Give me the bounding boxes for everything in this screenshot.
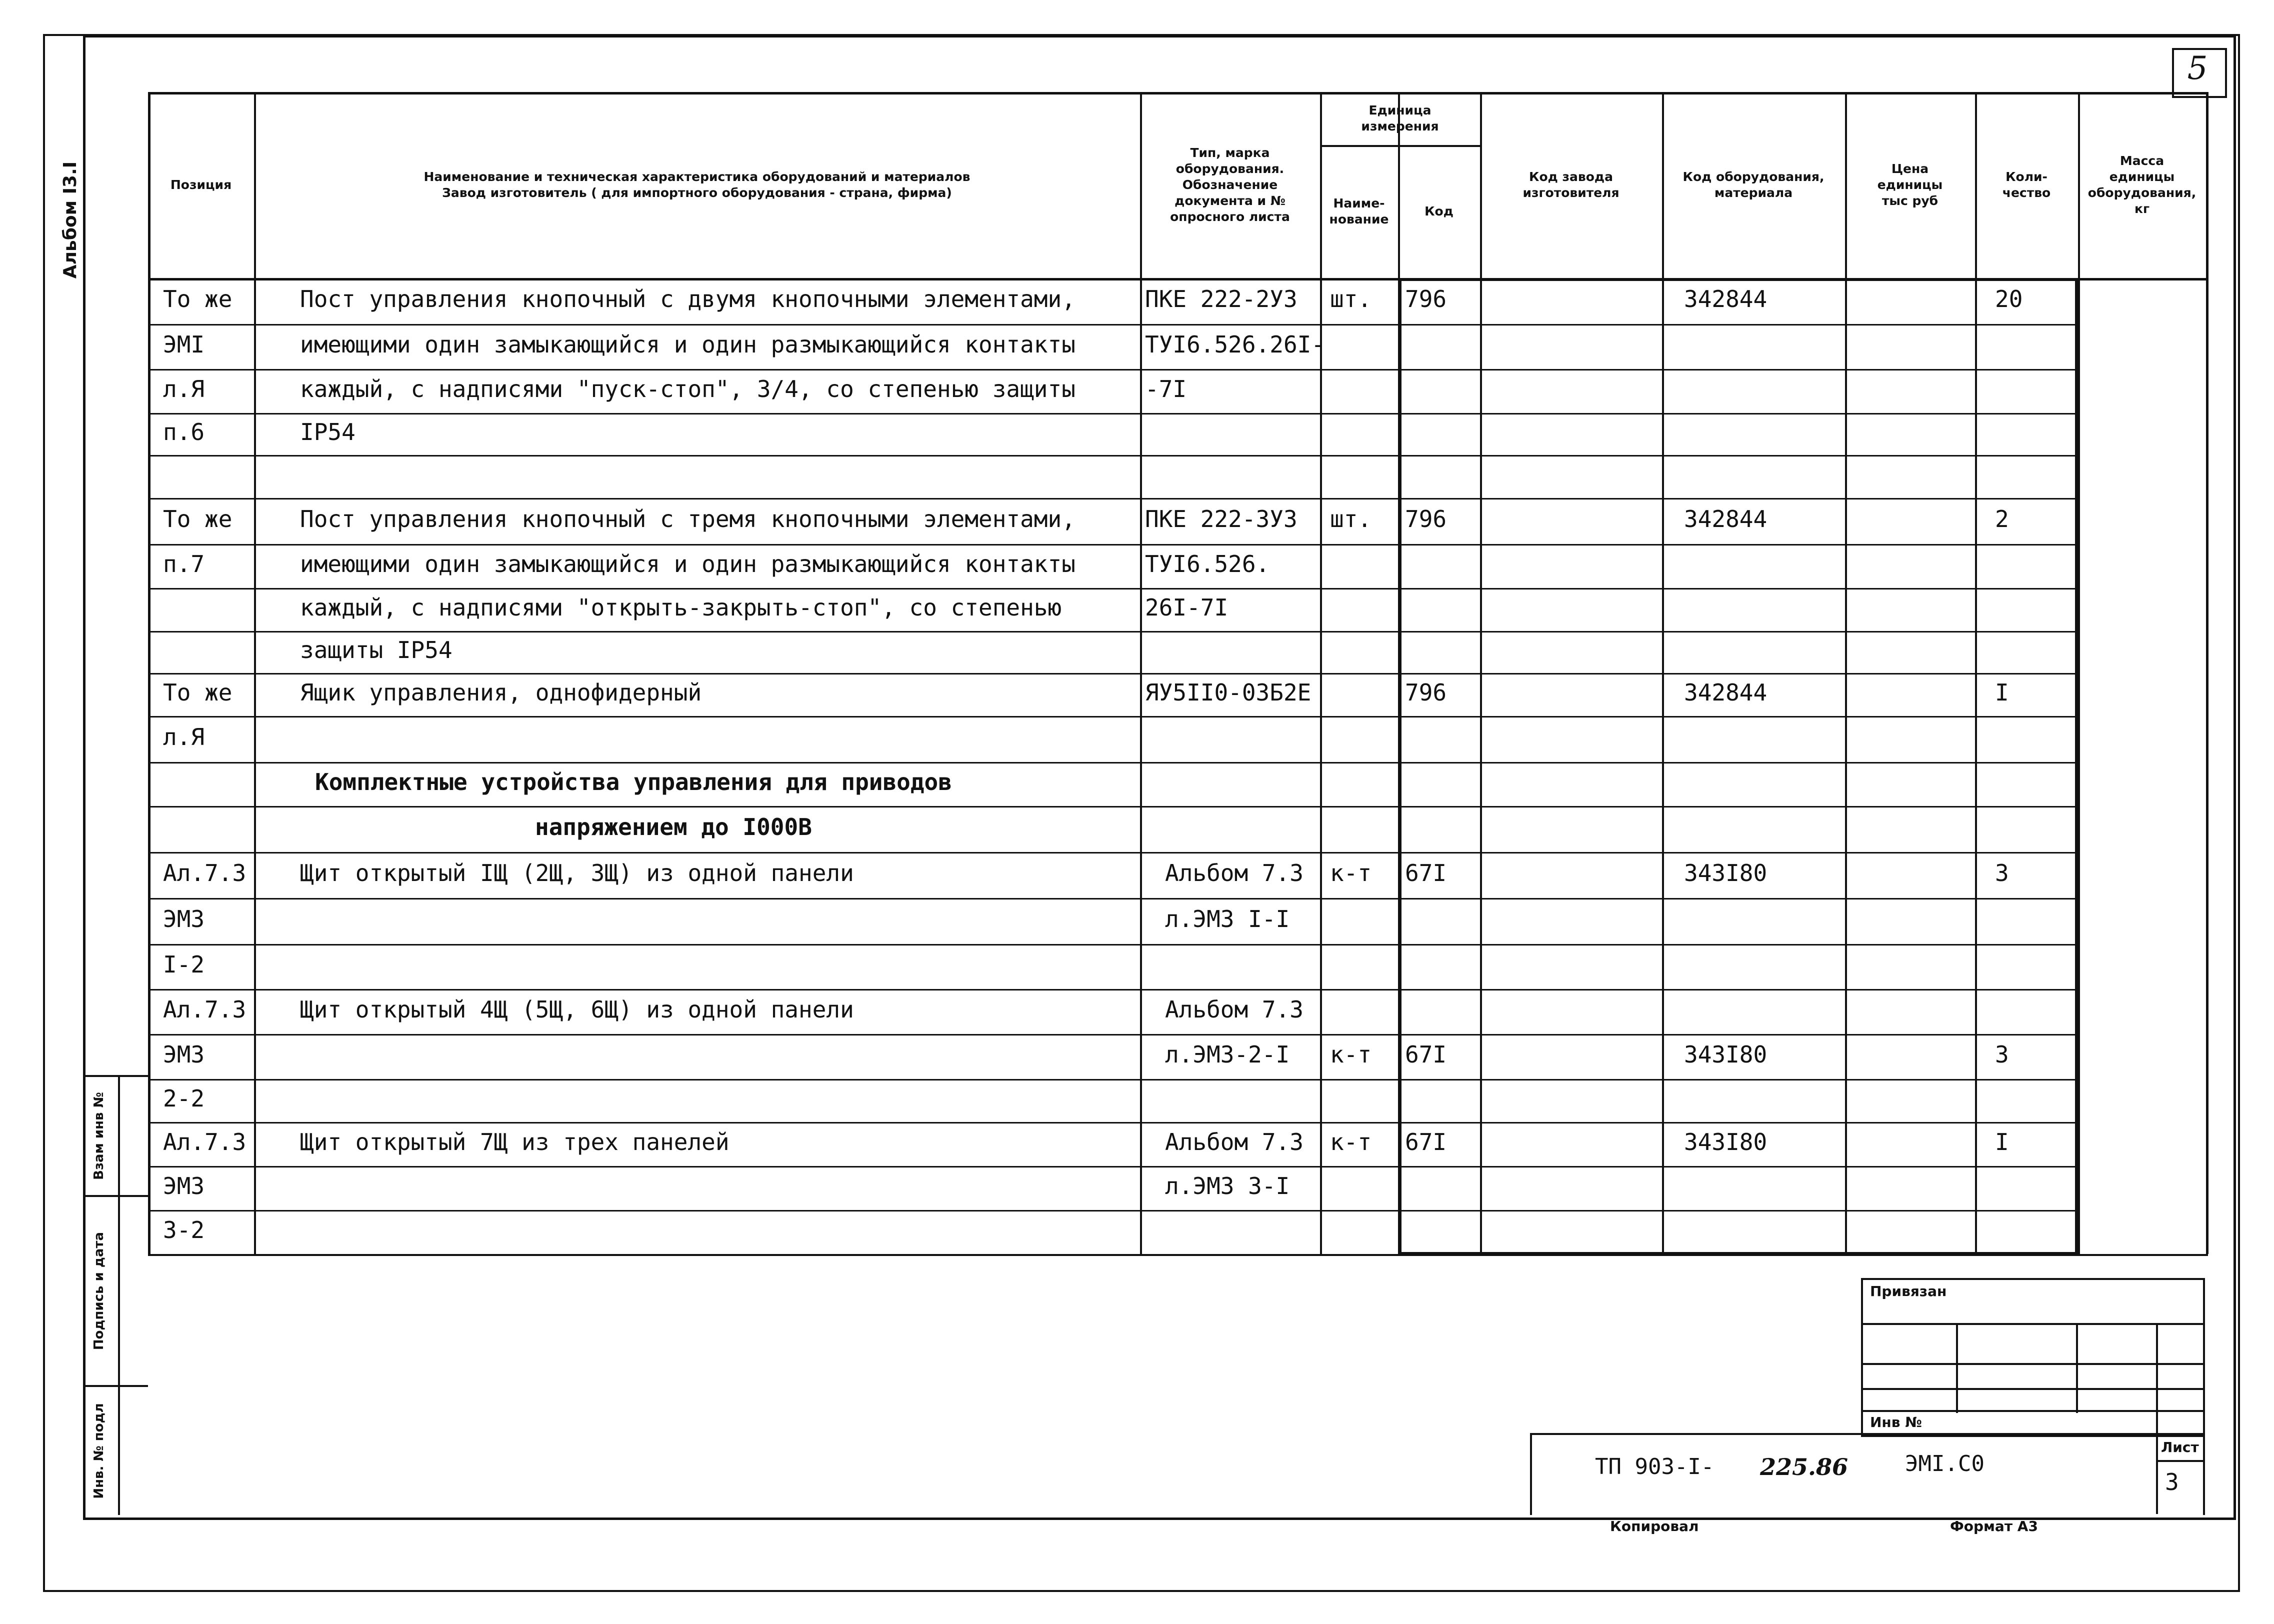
- cell-position: л.Я: [163, 376, 205, 402]
- row-line: [148, 762, 2078, 764]
- cell-type: ПКЕ 222-3У3: [1145, 506, 1298, 532]
- cell-name: Ящик управления, однофидерный: [300, 679, 702, 706]
- cell-type: 26I-7I: [1145, 594, 1228, 621]
- stamp-doc-hand: 225.86: [1760, 1454, 1848, 1480]
- cell-type: Альбом 7.3: [1165, 996, 1304, 1023]
- cell-quantity: 3: [1995, 860, 2009, 886]
- cell-type: ТУI6.526.: [1145, 550, 1270, 578]
- row-line: [148, 716, 2078, 718]
- row-line: [148, 898, 2078, 900]
- heavy-column-line: [1398, 278, 1402, 1254]
- row-line: [148, 1210, 2078, 1212]
- stamp-doc-code: ЭМI.С0: [1905, 1451, 1984, 1476]
- cell-position: 2-2: [163, 1085, 205, 1112]
- cell-code: 796: [1405, 286, 1447, 312]
- header-mass: Масса единицы оборудования, кг: [2088, 154, 2196, 216]
- cell-position: ЭМ3: [163, 1172, 205, 1200]
- cell-unit: к-т: [1330, 860, 1372, 886]
- row-line: [148, 324, 2078, 326]
- album-label: Альбом I3.I: [60, 161, 80, 279]
- cell-name: каждый, с надписями "открыть-закрыть-стоп", со степенью: [300, 594, 1062, 621]
- cell-unit: шт.: [1330, 506, 1372, 532]
- cell-code: 67I: [1405, 1128, 1447, 1156]
- cell-quantity: 3: [1995, 1041, 2009, 1068]
- row-line: [148, 498, 2078, 500]
- row-line: [148, 989, 2078, 990]
- stamp-privyazan: Привязан: [1870, 1283, 1947, 1300]
- cell-position: I-2: [163, 951, 205, 978]
- cell-equipment-code: 342844: [1684, 506, 1768, 532]
- corner-sheet-number: 5: [2187, 50, 2208, 87]
- cell-position: п.7: [163, 550, 205, 578]
- cell-position: ЭМI: [163, 331, 205, 358]
- cell-name: Комплектные устройства управления для приводов: [315, 768, 952, 796]
- cell-equipment-code: 343I80: [1684, 860, 1768, 886]
- footer-copied: Копировал: [1610, 1518, 1699, 1534]
- header-position: Позиция: [170, 178, 232, 192]
- cell-position: Ал.7.3: [163, 1128, 246, 1156]
- cell-position: То же: [163, 286, 232, 312]
- table-bottom-line: [148, 1254, 2208, 1256]
- stamp-doc-prefix: ТП 903-I-: [1595, 1454, 1714, 1480]
- cell-name: Щит открытый IЩ (2Щ, 3Щ) из одной панели: [300, 860, 854, 886]
- cell-unit: шт.: [1330, 286, 1372, 312]
- cell-position: 3-2: [163, 1216, 205, 1244]
- cell-name: имеющими один замыкающийся и один размыкающийся контакты: [300, 550, 1076, 578]
- cell-equipment-code: 342844: [1684, 286, 1768, 312]
- row-line: [148, 944, 2078, 946]
- row-line: [148, 413, 2078, 414]
- cell-unit: к-т: [1330, 1041, 1372, 1068]
- header-unit-name: Наиме- нование: [1329, 196, 1389, 226]
- row-line: [148, 1034, 2078, 1036]
- header-factory-code: Код завода изготовителя: [1522, 170, 1620, 200]
- header-name: Наименование и техническая характеристика оборудований и материалов Завод изготовитель ( для импортного оборудования - страна, фирма): [424, 170, 970, 200]
- cell-name: Пост управления кнопочный с двумя кнопочными элементами,: [300, 286, 1076, 312]
- cell-equipment-code: 342844: [1684, 679, 1768, 706]
- header-price: Цена единицы тыс руб: [1877, 162, 1943, 208]
- header-unit-code: Код: [1424, 204, 1454, 218]
- cell-type: л.ЭМ3 3-I: [1165, 1172, 1290, 1200]
- header-quantity: Коли- чество: [2002, 170, 2051, 200]
- cell-position: ЭМ3: [163, 906, 205, 932]
- header-type: Тип, марка оборудования. Обозначение документа и № опросного листа: [1170, 146, 1290, 224]
- footer-format: Формат А3: [1950, 1518, 2038, 1534]
- cell-position: То же: [163, 679, 232, 706]
- row-line: [148, 806, 2078, 808]
- row-line: [148, 544, 2078, 546]
- cell-type: -7I: [1145, 376, 1187, 402]
- cell-code: 67I: [1405, 860, 1447, 886]
- cell-quantity: 2: [1995, 506, 2009, 532]
- cell-equipment-code: 343I80: [1684, 1041, 1768, 1068]
- cell-code: 67I: [1405, 1041, 1447, 1068]
- side-stamp-podpis: Подпись и дата: [92, 1232, 106, 1350]
- side-stamp-inv: Инв. № подл: [92, 1403, 106, 1499]
- row-line: [148, 1079, 2078, 1080]
- cell-type: ЯУ5II0-03Б2Е: [1145, 679, 1312, 706]
- cell-position: Ал.7.3: [163, 860, 246, 886]
- cell-name: IP54: [300, 418, 356, 446]
- row-line: [148, 369, 2078, 370]
- cell-equipment-code: 343I80: [1684, 1128, 1768, 1156]
- row-line: [148, 588, 2078, 590]
- cell-name: Пост управления кнопочный с тремя кнопочными элементами,: [300, 506, 1076, 532]
- cell-name: каждый, с надписями "пуск-стоп", 3/4, со степенью защиты: [300, 376, 1076, 402]
- cell-code: 796: [1405, 506, 1447, 532]
- row-line: [148, 1166, 2078, 1168]
- cell-type: л.ЭМ3-2-I: [1165, 1041, 1290, 1068]
- row-line: [148, 852, 2078, 854]
- cell-quantity: I: [1995, 1128, 2009, 1156]
- cell-name: имеющими один замыкающийся и один размыкающийся контакты: [300, 331, 1076, 358]
- header-bottom-line: [148, 278, 2208, 280]
- row-line: [148, 673, 2078, 674]
- cell-unit: к-т: [1330, 1128, 1372, 1156]
- cell-type: ПКЕ 222-2У3: [1145, 286, 1298, 312]
- cell-name: напряжением до I000В: [535, 814, 812, 840]
- row-line: [148, 631, 2078, 632]
- cell-type: ТУI6.526.26I-: [1145, 331, 1326, 358]
- cell-name: Щит открытый 4Щ (5Щ, 6Щ) из одной панели: [300, 996, 854, 1023]
- row-line: [148, 455, 2078, 456]
- cell-name: защиты IP54: [300, 636, 452, 664]
- cell-code: 796: [1405, 679, 1447, 706]
- cell-position: ЭМ3: [163, 1041, 205, 1068]
- cell-type: Альбом 7.3: [1165, 1128, 1304, 1156]
- cell-name: Щит открытый 7Щ из трех панелей: [300, 1128, 730, 1156]
- cell-type: Альбом 7.3: [1165, 860, 1304, 886]
- header-equipment-code: Код оборудования, материала: [1682, 170, 1824, 200]
- cell-position: л.Я: [163, 724, 205, 750]
- cell-position: п.6: [163, 418, 205, 446]
- row-line: [148, 1122, 2078, 1124]
- cell-quantity: I: [1995, 679, 2009, 706]
- cell-type: л.ЭМ3 I-I: [1165, 906, 1290, 932]
- stamp-list-label: Лист: [2161, 1439, 2199, 1456]
- cell-position: То же: [163, 506, 232, 532]
- cell-position: Ал.7.3: [163, 996, 246, 1023]
- stamp-inv-no: Инв №: [1870, 1414, 1922, 1430]
- column-line: [2206, 92, 2208, 1254]
- header-unit-group: Единица измерения: [1361, 103, 1439, 134]
- side-stamp-vzam: Взам инв №: [92, 1092, 106, 1180]
- heavy-column-line: [2075, 278, 2078, 1254]
- cell-quantity: 20: [1995, 286, 2023, 312]
- stamp-list-value: 3: [2165, 1468, 2179, 1496]
